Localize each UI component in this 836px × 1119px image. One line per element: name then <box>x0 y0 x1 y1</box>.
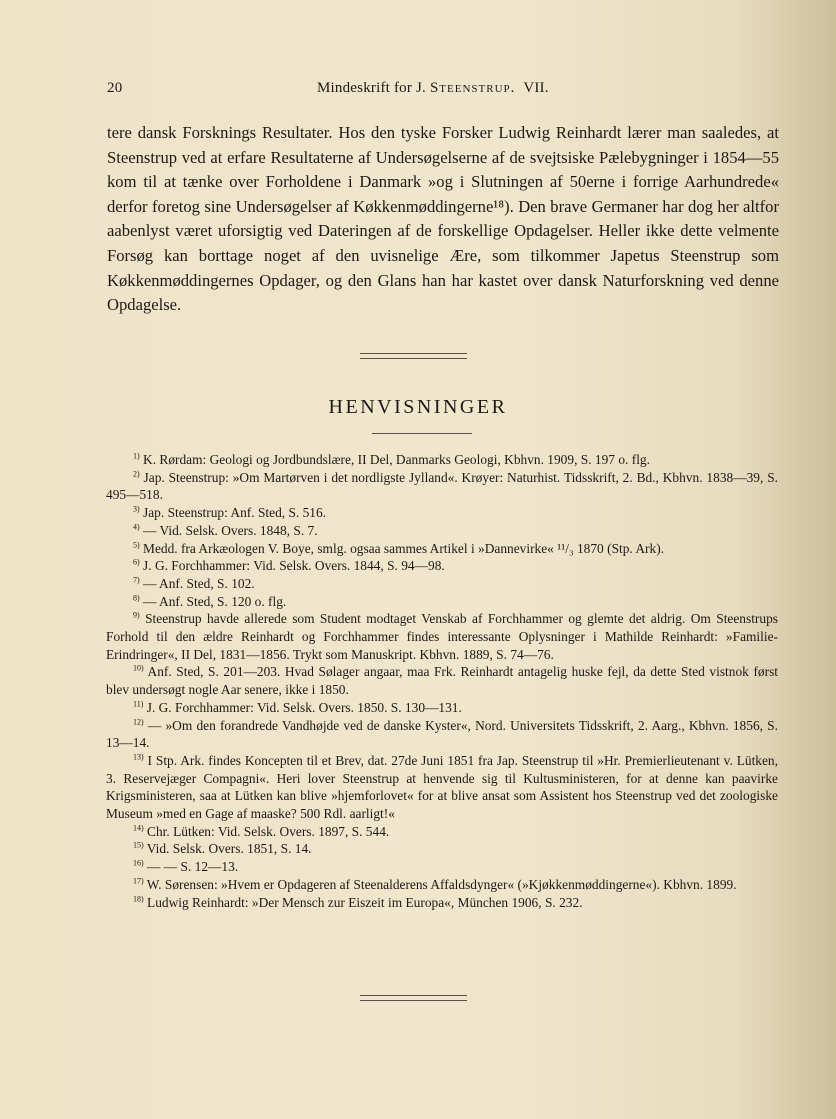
reference-item: $^{11)}$ J. G. Forchhammer: Vid. Selsk. Overs. 1850. S. 130—131. <box>133 699 462 715</box>
running-head-name: Steenstrup. <box>429 80 516 96</box>
note-text: I Stp. Ark. findes Koncepten til et Brev, dat. 27de Juni 1851 fra Jap. Steenstrup til »Hr. Premierlieutenant v. Lütken, 3. Reservejæger Compagni«. Heri lover Steenstrup at henvende sig til Kultusministeren, for at denne kan paavirke Krigsministeren, saa at Lütken kan blive »hjemforlovet« for at blive ansat som Assistent hos Steenstrup ved det zoologiske Museum »med en Gage af maaske? 500 Rdl. aarligt!« <box>106 752 778 822</box>
note-number: 8 <box>133 593 137 603</box>
reference-item: $^{16)}$ — — S. 12—13. <box>133 858 239 875</box>
note-number: 18 <box>133 894 141 904</box>
note-text: — Vid. Selsk. Overs. 1848, S. 7. <box>143 522 318 538</box>
note-text: Anf. Sted, S. 201—203. Hvad Sølager angaar, maa Frk. Reinhardt antagelig huske fejl, da dette Sted vistnok først blev undersøgt nogle Aar senere, ikke i 1850. <box>106 664 779 698</box>
note-text: Chr. Lütken: Vid. Selsk. Overs. 1897, S. 544. <box>147 823 390 839</box>
running-head-suffix: VII. <box>523 80 549 96</box>
reference-item: $^{10)}$ Anf. Sted, S. 201—203. Hvad Sølager angaar, maa Frk. Reinhardt antagelig huske fejl, da dette Sted vistnok først blev undersøgt nogle Aar senere, ikke i 1850. <box>106 663 779 698</box>
note-number: 9 <box>133 610 137 620</box>
note-number: 1 <box>133 451 137 461</box>
note-number: 2 <box>133 469 137 479</box>
running-head-prefix: Mindeskrift for J. <box>317 80 427 96</box>
running-head <box>317 80 549 97</box>
note-text: — »Om den forandrede Vandhøjde ved de danske Kyster«, Nord. Universitets Tidsskrift, 2. Aarg., Kbhvn. 1856, S. 13—14. <box>106 717 778 751</box>
reference-item: $^{3)}$ Jap. Steenstrup: Anf. Sted, S. 516. <box>133 504 327 521</box>
note-number: 7 <box>133 575 137 585</box>
note-text: — Anf. Sted, S. 120 o. flg. <box>143 593 287 609</box>
note-text: W. Sørensen: »Hvem er Opdageren af Steenalderens Affaldsdynger« (»Kjøkkenmøddingerne«). Kbhvn. 1899. <box>146 876 737 892</box>
note-number: 11 <box>133 699 141 709</box>
heading-underline <box>372 433 472 434</box>
note-number: 6 <box>133 557 137 567</box>
note-text: Jap. Steenstrup: Anf. Sted, S. 516. <box>143 505 327 521</box>
note-text: Medd. fra Arkæologen V. Boye, smlg. ogsaa sammes Artikel i »Dannevirke« ¹¹/₃ 1870 (Stp. Ark). <box>143 540 665 556</box>
reference-item: $^{5)}$ Medd. fra Arkæologen V. Boye, smlg. ogsaa sammes Artikel i »Dannevirke« ¹¹/₃ 1870 (Stp. Ark). <box>133 540 665 556</box>
section-divider-bottom <box>360 995 467 1001</box>
reference-item: $^{17)}$ W. Sørensen: »Hvem er Opdageren af Steenalderens Affaldsdynger« (»Kjøkkenmøddingerne«). Kbhvn. 1899. <box>133 876 737 892</box>
note-number: 5 <box>133 540 137 550</box>
reference-item: $^{18)}$ Ludwig Reinhardt: »Der Mensch zur Eiszeit im Europa«, München 1906, S. 232. <box>133 894 583 910</box>
reference-item: $^{13)}$ I Stp. Ark. findes Koncepten til et Brev, dat. 27de Juni 1851 fra Jap. Steenstrup til »Hr. Premierlieutenant v. Lütken, 3. Reservejæger Compagni«. Heri lover Steenstrup at henvende sig til Kultusministeren, for at denne kan paavirke Krigsministeren, saa at Lütken kan blive »hjemforlovet« for at blive ansat som Assistent hos Steenstrup ved det zoologiske Museum »med en Gage af maaske? 500 Rdl. aarligt!« <box>106 752 778 822</box>
note-number: 4 <box>133 522 137 532</box>
note-text: — Anf. Sted, S. 102. <box>143 575 255 591</box>
reference-item: $^{2)}$ Jap. Steenstrup: »Om Martørven i det nordligste Jylland«. Krøyer: Naturhist. Tidsskrift, 2. Bd., Kbhvn. 1838—39, S. 495—518. <box>106 469 778 503</box>
note-number: 12 <box>133 717 141 727</box>
note-text: J. G. Forchhammer: Vid. Selsk. Overs. 1844, S. 94—98. <box>143 558 445 574</box>
body-paragraph: tere dansk Forsknings Resultater. Hos den tyske Forsker Ludwig Reinhardt lærer man saaledes, at Steenstrup ved at erfare Resultaterne af Undersøgelserne af de svejtsiske Pælebygninger i 1854—55 kom til at tænke over Forholdene i Danmark »og i Slutningen af 50erne i forrige Aarhundrede« derfor foretog sine Undersøgelser af Køkkenmøddingerne¹⁸). Den brave Germaner har dog her altfor aabenlyst været uforsigtig ved Dateringen af de forskellige Opdagelser. Heller ikke dette velmente Forsøg kan borttage noget af den uvisnelige Ære, som tilkommer Japetus Steenstrup som Køkkenmøddingernes Opdager, og den Glans han har kastet over dansk Naturforskning ved denne Opdagelse. <box>107 123 779 315</box>
section-divider-top <box>360 353 467 359</box>
note-text: Vid. Selsk. Overs. 1851, S. 14. <box>146 841 312 857</box>
body-text <box>107 121 779 318</box>
reference-item: $^{6)}$ J. G. Forchhammer: Vid. Selsk. Overs. 1844, S. 94—98. <box>133 557 445 574</box>
reference-item: $^{12)}$ — »Om den forandrede Vandhøjde ved de danske Kyster«, Nord. Universitets Tidsskrift, 2. Aarg., Kbhvn. 1856, S. 13—14. <box>106 717 778 751</box>
reference-item: $^{14)}$ Chr. Lütken: Vid. Selsk. Overs. 1897, S. 544. <box>133 823 390 839</box>
reference-item: $^{15)}$ Vid. Selsk. Overs. 1851, S. 14. <box>133 841 312 857</box>
reference-item: $^{1)}$ K. Rørdam: Geologi og Jordbundslære, II Del, Danmarks Geologi, Kbhvn. 1909, S. 197 o. flg. <box>133 451 650 467</box>
note-number: 17 <box>133 876 141 886</box>
note-number: 14 <box>133 823 141 833</box>
reference-item: $^{4)}$ — Vid. Selsk. Overs. 1848, S. 7. <box>133 522 318 538</box>
reference-item: $^{9)}$ Steenstrup havde allerede som Student modtaget Venskab af Forchhammer og glemte det aldrig. Om Steenstrups Forhold til den ældre Reinhardt og Forchhammer findes interessante Oplysninger i Mathilde Reinhardt: »Familie-Erindringer«, II Del, 1831—1856. Trykt som Manuskript. Kbhvn. 1889, S. 74—76. <box>106 610 778 662</box>
note-text: Jap. Steenstrup: »Om Martørven i det nordligste Jylland«. Krøyer: Naturhist. Tidsskrift, 2. Bd., Kbhvn. 1838—39, S. 495—518. <box>106 469 778 503</box>
note-text: Steenstrup havde allerede som Student modtaget Venskab af Forchhammer og glemte det aldrig. Om Steenstrups Forhold til den ældre Reinhardt og Forchhammer findes interessante Oplysninger i Mathilde Reinhardt: »Familie-Erindringer«, II Del, 1831—1856. Trykt som Manuskript. Kbhvn. 1889, S. 74—76. <box>106 611 778 662</box>
note-text: J. G. Forchhammer: Vid. Selsk. Overs. 1850. S. 130—131. <box>146 699 462 715</box>
note-text: — — S. 12—13. <box>147 859 239 875</box>
note-number: 10 <box>133 663 141 673</box>
note-number: 15 <box>133 841 141 850</box>
note-text: Ludwig Reinhardt: »Der Mensch zur Eiszeit im Europa«, München 1906, S. 232. <box>147 894 583 910</box>
references-list <box>106 451 778 911</box>
note-number: 16 <box>133 858 141 868</box>
reference-item: $^{7)}$ — Anf. Sted, S. 102. <box>133 575 255 591</box>
section-heading: HENVISNINGER <box>328 396 508 418</box>
reference-item: $^{8)}$ — Anf. Sted, S. 120 o. flg. <box>133 593 287 609</box>
note-text: K. Rørdam: Geologi og Jordbundslære, II Del, Danmarks Geologi, Kbhvn. 1909, S. 197 o. flg. <box>143 452 650 467</box>
note-number: 13 <box>133 752 141 762</box>
note-number: 3 <box>133 504 137 514</box>
page-number: 20 <box>107 80 123 96</box>
